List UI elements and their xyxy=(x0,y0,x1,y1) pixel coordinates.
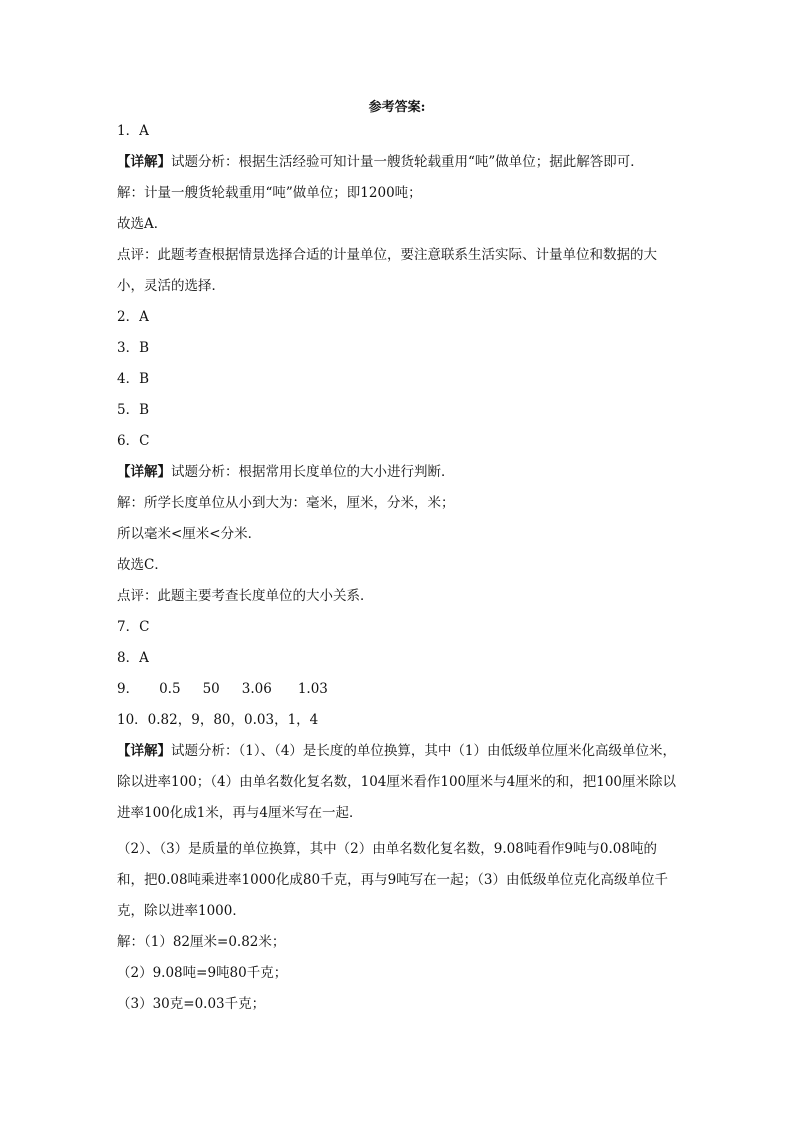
q6-comment: 点评：此题主要考查长度单位的大小关系． xyxy=(117,588,374,604)
q1-detail xyxy=(117,152,683,173)
q1-detail-tag: 【详解】 xyxy=(117,154,171,170)
q6-choice: 故选C． xyxy=(117,557,168,573)
q10-detail-text: 试题分析：（1）、（4）是长度的单位换算，其中（1）由低级单位厘米化高级单位米，除以进率100；（4）由单名数化复名数，104厘米看作100厘米与4厘米的和，把100厘米除以进率100化成1米，再与4厘米写在一起． xyxy=(117,743,677,821)
q7-answer: 7．C xyxy=(117,619,150,635)
q6-detail-text: 试题分析：根据常用长度单位的大小进行判断． xyxy=(171,464,455,480)
q6-answer: 6．C xyxy=(117,433,150,449)
q6-detail xyxy=(117,462,683,483)
q10-solution-2: （2）9.08吨=9吨80千克； xyxy=(117,965,288,981)
q3-answer: 3．B xyxy=(117,340,150,356)
q10-detail-tag: 【详解】 xyxy=(117,743,171,759)
q9-answer xyxy=(117,679,683,700)
q9-value-4: 1.03 xyxy=(297,681,328,697)
q9-number: 9． xyxy=(117,681,140,697)
q1-detail-text: 试题分析：根据生活经验可知计量一艘货轮载重用“吨”做单位；据此解答即可． xyxy=(171,154,644,170)
q1-comment: 点评：此题考查根据情景选择合适的计量单位，要注意联系生活实际、计量单位和数据的大小，灵活的选择． xyxy=(117,247,657,294)
q2-answer: 2．A xyxy=(117,309,149,325)
q4-answer: 4．B xyxy=(117,371,150,387)
q10-solution-1: 解：（1）82厘米=0.82米； xyxy=(117,934,286,950)
q10-paragraph-2: （2）、（3）是质量的单位换算，其中（2）由单名数化复名数，9.08吨看作9吨与0.08吨的和，把0.08吨乘进率1000化成80千克，再与9吨写在一起；（3）由低级单位克化高级单位千克，除以进率1000． xyxy=(117,841,669,919)
q9-value-2: 50 xyxy=(202,681,220,697)
q9-value-1: 0.5 xyxy=(159,681,181,697)
q5-answer: 5．B xyxy=(117,402,150,418)
q10-detail xyxy=(117,736,683,829)
q10-solution-3: （3）30克=0.03千克； xyxy=(117,996,266,1012)
q1-solution: 解：计量一艘货轮载重用“吨”做单位；即1200吨； xyxy=(117,185,422,201)
q6-detail-tag: 【详解】 xyxy=(117,464,171,480)
page-title: 参考答案: xyxy=(368,100,426,115)
q8-answer: 8．A xyxy=(117,650,149,666)
q9-value-3: 3.06 xyxy=(241,681,272,697)
q6-therefore: 所以毫米<厘米<分米． xyxy=(117,526,262,542)
q1-choice: 故选A． xyxy=(117,216,168,232)
q1-answer: 1．A xyxy=(117,123,149,139)
q6-solution: 解：所学长度单位从小到大为：毫米，厘米，分米，米； xyxy=(117,495,455,511)
q10-answer: 10．0.82，9，80，0.03，1，4 xyxy=(117,712,319,728)
answer-content xyxy=(117,121,683,1025)
